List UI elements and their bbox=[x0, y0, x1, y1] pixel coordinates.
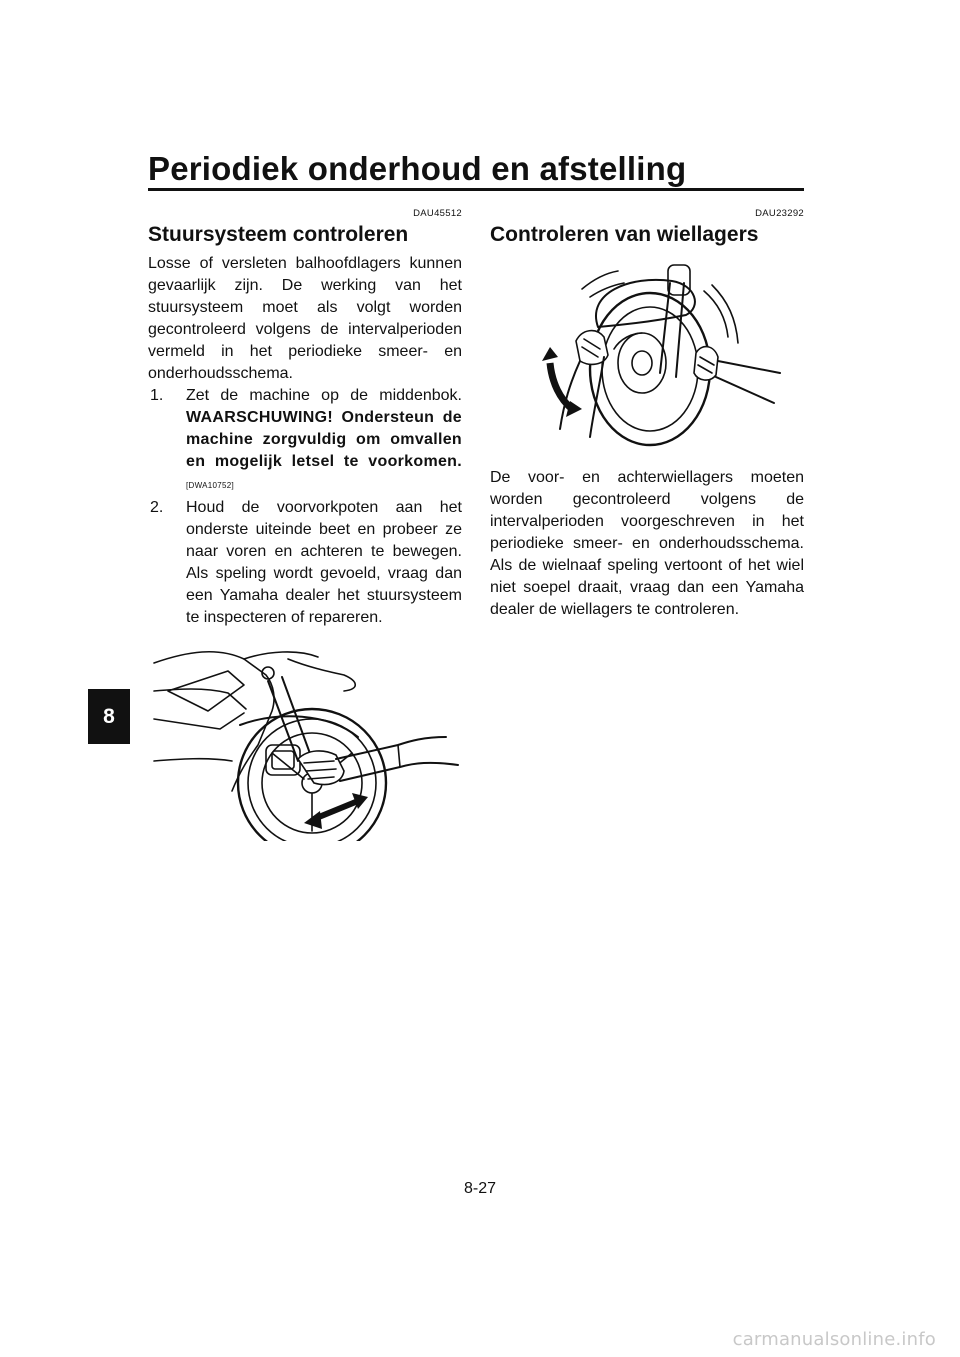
wheel-bearing-illustration bbox=[490, 253, 804, 453]
section-heading: Controleren van wiellagers bbox=[490, 223, 759, 246]
chapter-tab: 8 bbox=[88, 689, 130, 744]
step-text: Zet de machine op de middenbok. bbox=[186, 387, 462, 404]
section-code: DAU23292 bbox=[755, 208, 804, 219]
title-rule bbox=[148, 188, 804, 191]
right-column bbox=[490, 208, 804, 621]
watermark: carmanualsonline.info bbox=[732, 1329, 936, 1350]
section-body: De voor- en achterwiellagers moeten worden gecontroleerd volgens de intervalperioden voorgeschreven in het periodieke smeer- en onderhoudsschema. Als de wielnaaf speling vertoont of het wiel niet soepel draait, vraag dan een Yamaha dealer de wiellagers te controleren. bbox=[490, 469, 804, 618]
warning-text: WAARSCHUWING! Ondersteun de machine zorgvuldig om omvallen en mogelijk letsel te voorkomen. bbox=[186, 409, 462, 470]
step-item bbox=[148, 497, 462, 629]
section-code: DAU45512 bbox=[413, 208, 462, 219]
step-item bbox=[148, 385, 462, 497]
page-number: 8-27 bbox=[463, 1180, 497, 1197]
page-title: Periodiek onderhoud en afstelling bbox=[148, 150, 687, 187]
step-number: 1. bbox=[150, 387, 164, 404]
section-heading: Stuursysteem controleren bbox=[148, 223, 409, 246]
steering-check-illustration bbox=[148, 641, 462, 841]
section-intro: Losse of versleten balhoofdlagers kunnen gevaarlijk zijn. De werking van het stuursysteem moet als volgt worden gecontroleerd volgens de intervalperioden vermeld in het periodieke smeer- en onderhoudsschema. bbox=[148, 255, 462, 382]
step-text: Houd de voorvorkpoten aan het onderste uiteinde beet en probeer ze naar voren en achteren te bewegen. Als speling wordt gevoeld, vraag dan een Yamaha dealer het stuursysteem te inspecteren of repareren. bbox=[186, 499, 462, 626]
warning-ref: [DWA10752] bbox=[186, 481, 235, 490]
steps-list bbox=[148, 385, 462, 629]
left-column bbox=[148, 208, 462, 841]
step-number: 2. bbox=[150, 499, 164, 516]
